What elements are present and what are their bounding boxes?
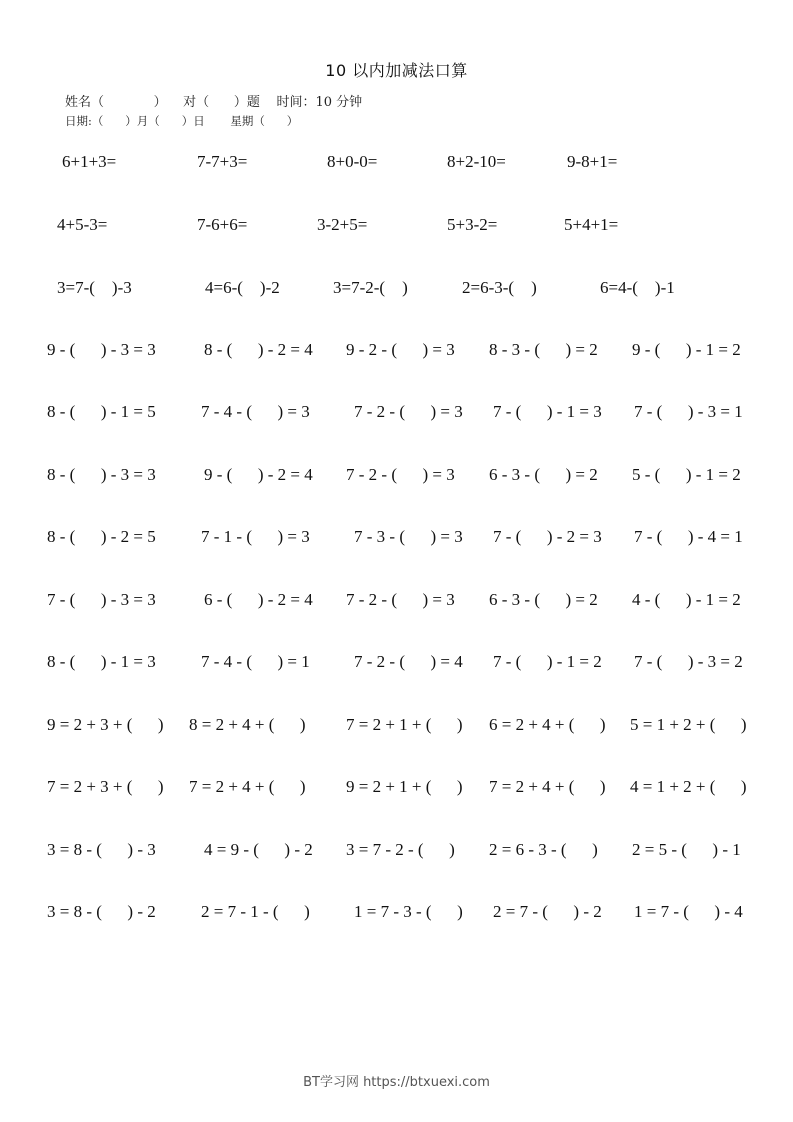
math-problem: 3=7-( )-3 — [57, 278, 132, 297]
math-problem: 3-2+5= — [317, 215, 368, 234]
math-problem: 8 - ( ) - 2 = 5 — [47, 527, 156, 546]
math-problem: 9 - ( ) - 1 = 2 — [632, 340, 741, 359]
math-problem: 7-7+3= — [197, 152, 248, 171]
student-info-line: 姓名（ ） 对（ ）题 时间：10 分钟 — [65, 95, 363, 110]
math-problem: 3=7-2-( ) — [333, 278, 408, 297]
math-problem: 3 = 8 - ( ) - 3 — [47, 840, 156, 859]
math-problem: 5+3-2= — [447, 215, 498, 234]
math-problem: 7 - ( ) - 1 = 3 — [493, 402, 602, 421]
math-problem: 7 = 2 + 1 + ( ) — [346, 715, 463, 734]
math-problem: 7-6+6= — [197, 215, 248, 234]
math-problem: 7 - 4 - ( ) = 3 — [201, 402, 310, 421]
math-problem: 7 = 2 + 4 + ( ) — [489, 777, 606, 796]
math-problem: 1 = 7 - 3 - ( ) — [354, 902, 463, 921]
footer-watermark: BT学习网 https://btxuexi.com — [303, 1075, 490, 1090]
math-problem: 8 - ( ) - 3 = 3 — [47, 465, 156, 484]
math-problem: 2 = 5 - ( ) - 1 — [632, 840, 741, 859]
math-problem: 9 - 2 - ( ) = 3 — [346, 340, 455, 359]
math-problem: 2 = 7 - 1 - ( ) — [201, 902, 310, 921]
math-problem: 6=4-( )-1 — [600, 278, 675, 297]
math-problem: 6 = 2 + 4 + ( ) — [489, 715, 606, 734]
math-problem: 9 - ( ) - 2 = 4 — [204, 465, 313, 484]
math-problem: 7 - 2 - ( ) = 3 — [346, 590, 455, 609]
math-problem: 9-8+1= — [567, 152, 618, 171]
math-problem: 9 = 2 + 3 + ( ) — [47, 715, 164, 734]
math-problem: 6 - ( ) - 2 = 4 — [204, 590, 313, 609]
math-problem: 7 - 2 - ( ) = 4 — [354, 652, 463, 671]
math-problem: 7 - 2 - ( ) = 3 — [354, 402, 463, 421]
math-problem: 7 - ( ) - 3 = 2 — [634, 652, 743, 671]
math-problem: 7 - 1 - ( ) = 3 — [201, 527, 310, 546]
math-problem: 7 - ( ) - 4 = 1 — [634, 527, 743, 546]
math-problem: 8 - ( ) - 2 = 4 — [204, 340, 313, 359]
math-problem: 8+2-10= — [447, 152, 506, 171]
math-problem: 7 - ( ) - 2 = 3 — [493, 527, 602, 546]
math-problem: 3 = 7 - 2 - ( ) — [346, 840, 455, 859]
math-problem: 8 - ( ) - 1 = 3 — [47, 652, 156, 671]
math-problem: 9 = 2 + 1 + ( ) — [346, 777, 463, 796]
math-problem: 8 - ( ) - 1 = 5 — [47, 402, 156, 421]
math-problem: 4 = 9 - ( ) - 2 — [204, 840, 313, 859]
math-problem: 6+1+3= — [62, 152, 117, 171]
math-problem: 8+0-0= — [327, 152, 378, 171]
math-problem: 2=6-3-( ) — [462, 278, 537, 297]
page-title: 10 以内加减法口算 — [325, 61, 468, 80]
math-problem: 2 = 7 - ( ) - 2 — [493, 902, 602, 921]
math-problem: 4=6-( )-2 — [205, 278, 280, 297]
math-problem: 9 - ( ) - 3 = 3 — [47, 340, 156, 359]
math-problem: 5 - ( ) - 1 = 2 — [632, 465, 741, 484]
math-problem: 7 - ( ) - 3 = 1 — [634, 402, 743, 421]
math-problem: 5+4+1= — [564, 215, 619, 234]
math-problem: 7 - ( ) - 3 = 3 — [47, 590, 156, 609]
math-problem: 1 = 7 - ( ) - 4 — [634, 902, 743, 921]
math-problem: 6 - 3 - ( ) = 2 — [489, 590, 598, 609]
math-problem: 7 = 2 + 3 + ( ) — [47, 777, 164, 796]
math-problem: 7 - ( ) - 1 = 2 — [493, 652, 602, 671]
math-problem: 8 - 3 - ( ) = 2 — [489, 340, 598, 359]
math-problem: 3 = 8 - ( ) - 2 — [47, 902, 156, 921]
math-problem: 4 = 1 + 2 + ( ) — [630, 777, 747, 796]
math-problem: 2 = 6 - 3 - ( ) — [489, 840, 598, 859]
math-problem: 4 - ( ) - 1 = 2 — [632, 590, 741, 609]
math-problem: 6 - 3 - ( ) = 2 — [489, 465, 598, 484]
math-problem: 7 - 4 - ( ) = 1 — [201, 652, 310, 671]
math-problem: 7 - 3 - ( ) = 3 — [354, 527, 463, 546]
math-problem: 7 - 2 - ( ) = 3 — [346, 465, 455, 484]
math-problem: 4+5-3= — [57, 215, 108, 234]
math-problem: 7 = 2 + 4 + ( ) — [189, 777, 306, 796]
math-problem: 5 = 1 + 2 + ( ) — [630, 715, 747, 734]
date-info-line: 日期:（ ）月（ ）日 星期（ ） — [65, 114, 299, 128]
math-problem: 8 = 2 + 4 + ( ) — [189, 715, 306, 734]
